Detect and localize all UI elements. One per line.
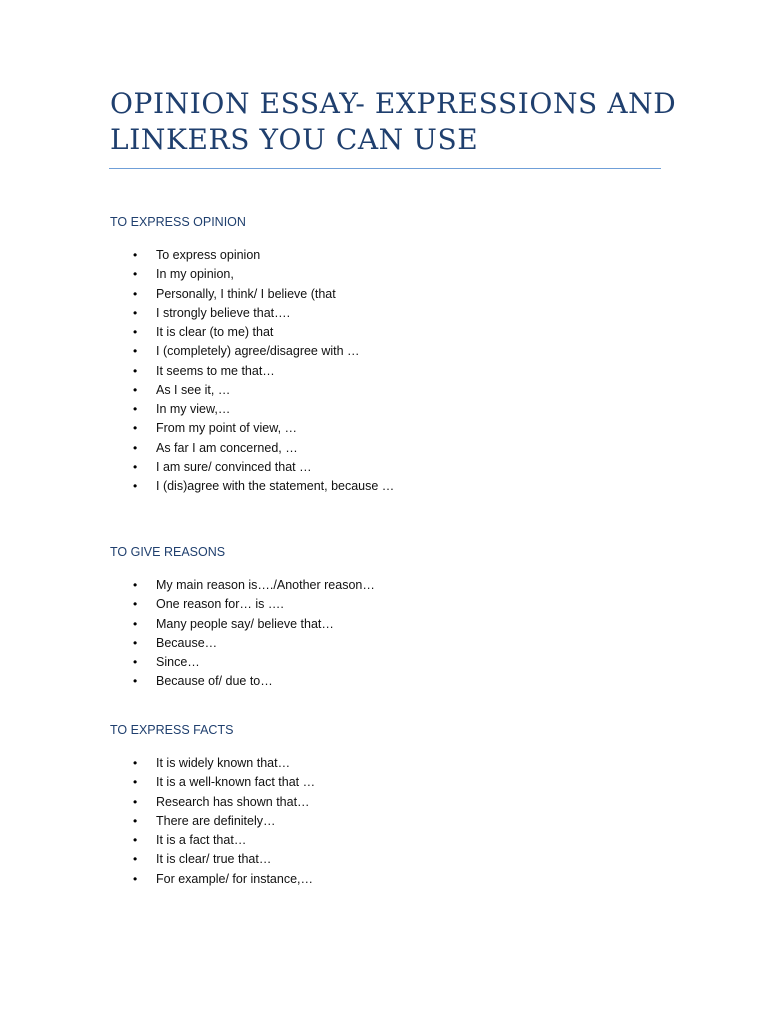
page-title-line-2: LINKERS YOU CAN USE — [110, 123, 479, 156]
bullet-icon: • — [133, 344, 138, 359]
bullet-icon: • — [133, 597, 138, 612]
list-item-text: My main reason is…./Another reason… — [156, 578, 375, 592]
list-item-text: I am sure/ convinced that … — [156, 459, 312, 474]
bullet-icon: • — [133, 248, 138, 262]
bullet-icon: • — [133, 616, 138, 631]
bullet-icon: • — [133, 756, 138, 770]
list-item-text: Research has shown that… — [156, 794, 310, 809]
bullet-icon: • — [133, 674, 138, 689]
list-item-text: To express opinion — [156, 248, 261, 262]
bullet-icon: • — [133, 655, 138, 669]
bullet-icon: • — [133, 421, 138, 436]
list-item-text: Because… — [156, 635, 218, 650]
list-item-text: In my opinion, — [156, 267, 234, 282]
bullet-icon: • — [133, 440, 138, 455]
bullet-icon: • — [133, 267, 138, 282]
bullet-icon: • — [133, 813, 138, 828]
list-item-text: I (dis)agree with the statement, because … — [156, 479, 395, 493]
list-item-text: As far I am concerned, … — [156, 440, 298, 455]
list-item-text: I strongly believe that…. — [156, 305, 291, 320]
bullet-icon: • — [133, 479, 138, 493]
list-item-text: There are definitely… — [156, 813, 276, 828]
list-item-text: Personally, I think/ I believe (that — [156, 286, 336, 301]
page-title-line-1: OPINION ESSAY- EXPRESSIONS AND — [110, 87, 677, 120]
bullet-icon: • — [133, 775, 138, 790]
list-item-text: One reason for… is …. — [156, 597, 284, 612]
list-item-text: It is a well-known fact that … — [156, 775, 316, 790]
section-heading: TO EXPRESS OPINION — [110, 215, 246, 229]
list-item-text: It is a fact that… — [156, 833, 247, 847]
list-item-text: Because of/ due to… — [156, 674, 273, 689]
bullet-icon: • — [133, 402, 138, 416]
bullet-icon: • — [133, 871, 138, 886]
bullet-icon: • — [133, 578, 138, 592]
list-item-text: As I see it, … — [156, 382, 231, 397]
list-item-text: In my view,… — [156, 402, 231, 416]
bullet-icon: • — [133, 635, 138, 650]
list-item-text: From my point of view, … — [156, 421, 298, 436]
list-item-text: It is clear/ true that… — [156, 852, 272, 867]
section-heading: TO EXPRESS FACTS — [110, 723, 234, 737]
title-underline-divider — [109, 168, 661, 169]
bullet-icon: • — [133, 459, 138, 474]
bullet-icon: • — [133, 363, 138, 378]
list-item-text: It is clear (to me) that — [156, 325, 274, 339]
list-item-text: Many people say/ believe that… — [156, 616, 334, 631]
list-item-text: I (completely) agree/disagree with … — [156, 344, 360, 359]
list-item-text: It is widely known that… — [156, 756, 291, 770]
bullet-icon: • — [133, 833, 138, 847]
bullet-icon: • — [133, 852, 138, 867]
bullet-icon: • — [133, 794, 138, 809]
bullet-icon: • — [133, 305, 138, 320]
bullet-icon: • — [133, 325, 138, 339]
list-item-text: For example/ for instance,… — [156, 871, 314, 886]
section-heading: TO GIVE REASONS — [110, 545, 226, 559]
list-item-text: It seems to me that… — [156, 363, 275, 378]
list-item-text: Since… — [156, 655, 200, 669]
bullet-icon: • — [133, 382, 138, 397]
page-title — [110, 86, 677, 158]
bullet-icon: • — [133, 286, 138, 301]
